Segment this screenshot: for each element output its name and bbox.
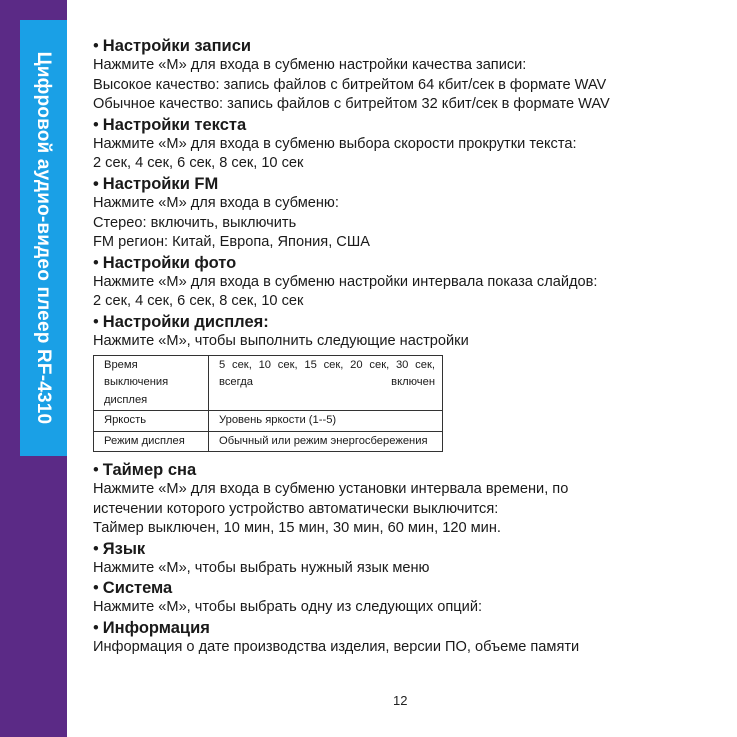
info-line-1: Информация о дате производства изделия, версии ПО, объеме памяти	[93, 639, 580, 655]
table-cell-name: Режим дисплея	[94, 431, 209, 452]
bullet-icon: •	[93, 461, 99, 480]
table-row	[94, 431, 443, 452]
section-heading-fm: • Настройки FM	[93, 174, 219, 193]
text-line-2: 2 сек, 4 сек, 6 сек, 8 сек, 10 сек	[93, 155, 304, 172]
table-cell-value: Обычный или режим энергосбережения	[209, 431, 443, 452]
sleep-line-3: Таймер выключен, 10 мин, 15 мин, 30 мин, 60 мин, 120 мин.	[93, 520, 501, 537]
side-label: Цифровой аудио-видео плеер RF-4310	[33, 51, 54, 425]
manual-content	[93, 36, 693, 658]
bullet-icon: •	[93, 619, 99, 637]
bullet-icon: •	[93, 115, 99, 134]
bullet-icon: •	[93, 253, 99, 272]
table-cell-name: Яркость	[94, 411, 209, 432]
display-settings-table	[93, 355, 443, 453]
bullet-icon: •	[93, 312, 99, 331]
section-heading-language: • Язык	[93, 539, 146, 558]
bullet-icon: •	[93, 579, 99, 598]
bullet-icon: •	[93, 539, 99, 558]
table-cell-value: Уровень яркости (1--5)	[209, 411, 443, 432]
table-row	[94, 355, 443, 411]
fm-line-3: FM регион: Китай, Европа, Япония, США	[93, 234, 370, 251]
page-number: 12	[393, 693, 408, 708]
table-row	[94, 411, 443, 432]
table-cell-value: 5 сек, 10 сек, 15 сек, 20 сек, 30 сек, всегда включен	[209, 355, 443, 411]
system-line-1: Нажмите «M», чтобы выбрать одну из следующих опций:	[93, 599, 483, 616]
record-line-2: Высокое качество: запись файлов с битрейтом 64 кбит/сек в формате WAV	[93, 76, 607, 93]
text-line-1: Нажмите «M» для входа в субменю выбора скорости прокрутки текста:	[93, 135, 577, 152]
section-heading-record: • Настройки записи	[93, 37, 252, 55]
photo-line-1: Нажмите «M» для входа в субменю настройки интервала показа слайдов:	[93, 273, 598, 290]
section-heading-display: • Настройки дисплея:	[93, 312, 269, 331]
display-intro: Нажмите «M», чтобы выполнить следующие настройки	[93, 332, 469, 349]
section-heading-system: • Система	[93, 579, 173, 598]
section-heading-info: • Информация	[93, 619, 210, 637]
language-line-1: Нажмите «M», чтобы выбрать нужный язык меню	[93, 559, 430, 576]
fm-line-2: Стерео: включить, выключить	[93, 214, 297, 231]
table-cell-name: Время выключения дисплея	[94, 355, 209, 411]
section-heading-text: • Настройки текста	[93, 115, 247, 134]
bullet-icon: •	[93, 174, 99, 193]
section-heading-photo: • Настройки фото	[93, 253, 237, 272]
sleep-line-1: Нажмите «M» для входа в субменю установки интервала времени, по	[93, 481, 569, 498]
record-line-1: Нажмите «M» для входа в субменю настройки качества записи:	[93, 57, 527, 73]
bullet-icon: •	[93, 37, 99, 55]
record-line-3: Обычное качество: запись файлов с битрейтом 32 кбит/сек в формате WAV	[93, 96, 610, 113]
photo-line-2: 2 сек, 4 сек, 6 сек, 8 сек, 10 сек	[93, 293, 304, 310]
fm-line-1: Нажмите «M» для входа в субменю:	[93, 194, 339, 211]
sleep-line-2: истечении которого устройство автоматически выключится:	[93, 500, 499, 517]
section-heading-sleep: • Таймер сна	[93, 461, 197, 480]
